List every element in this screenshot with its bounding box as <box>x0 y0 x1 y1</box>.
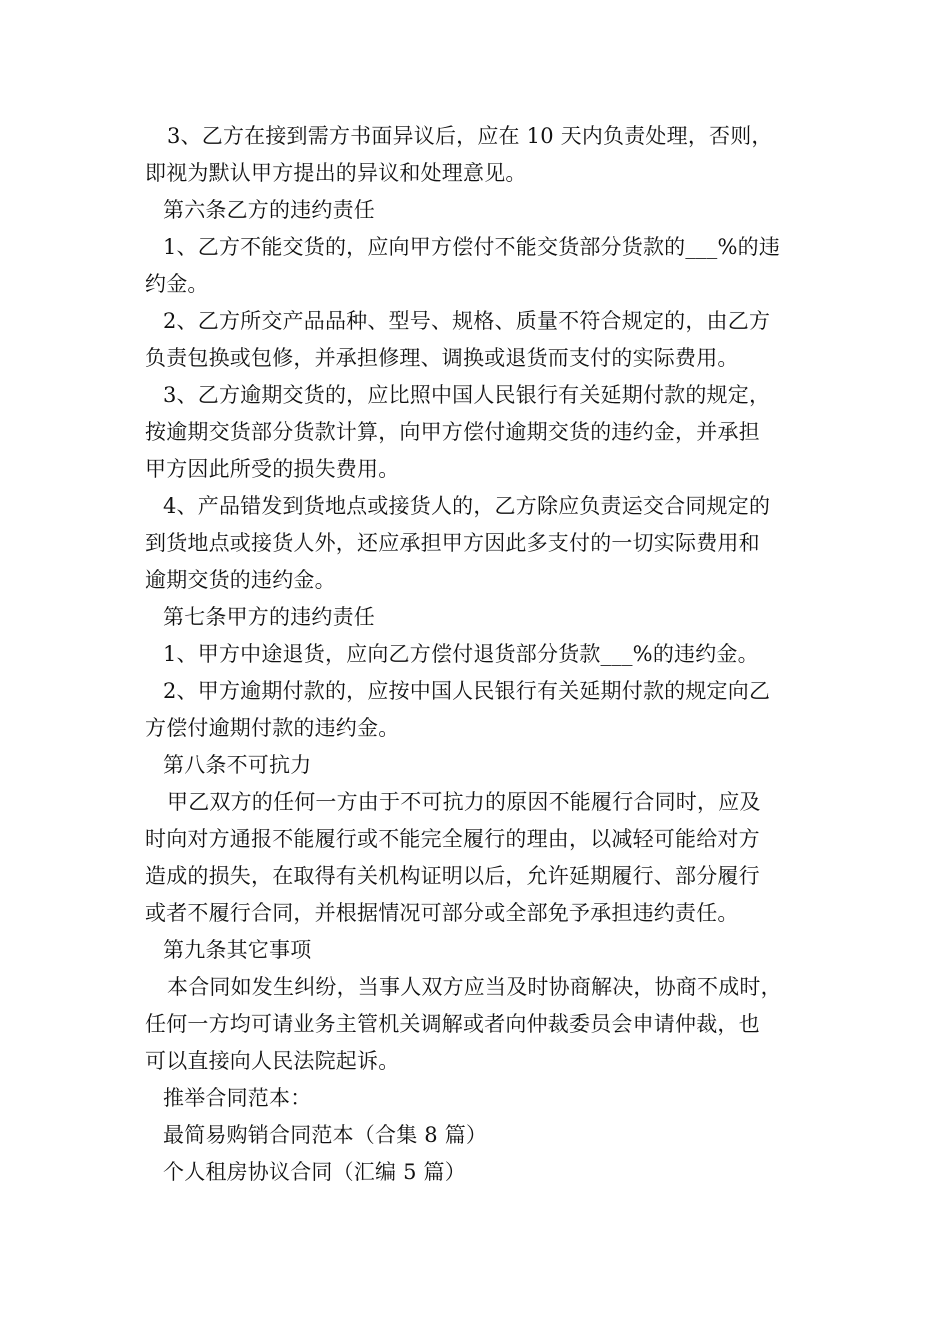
document-line: 4、产品错发到货地点或接货人的，乙方除应负责运交合同规定的 <box>163 494 771 518</box>
document-line: 造成的损失，在取得有关机构证明以后，允许延期履行、部分履行 <box>145 864 760 888</box>
document-line: 甲方因此所受的损失费用。 <box>145 457 400 481</box>
document-line: 第八条不可抗力 <box>163 753 312 777</box>
document-line: 3、乙方逾期交货的，应比照中国人民银行有关延期付款的规定， <box>163 383 771 407</box>
document-line: 到货地点或接货人外，还应承担甲方因此多支付的一切实际费用和 <box>145 531 760 555</box>
document-line: 可以直接向人民法院起诉。 <box>145 1049 400 1073</box>
document-line: 第六条乙方的违约责任 <box>163 198 375 222</box>
document-line: 按逾期交货部分货款计算，向甲方偿付逾期交货的违约金，并承担 <box>145 420 760 444</box>
document-line: 推举合同范本： <box>163 1086 312 1110</box>
document-line: 或者不履行合同，并根据情况可部分或全部免予承担违约责任。 <box>145 901 739 925</box>
document-line: 第九条其它事项 <box>163 938 312 962</box>
document-line: 1、乙方不能交货的，应向甲方偿付不能交货部分货款的___%的违 <box>163 235 781 259</box>
document-line: 时向对方通报不能履行或不能完全履行的理由，以减轻可能给对方 <box>145 827 760 851</box>
document-line: 逾期交货的违约金。 <box>145 568 336 592</box>
document-line: 约金。 <box>145 272 209 296</box>
document-line: 即视为默认甲方提出的异议和处理意见。 <box>145 161 527 185</box>
document-line: 任何一方均可请业务主管机关调解或者向仲裁委员会申请仲裁，也 <box>145 1012 760 1036</box>
document-line: 第七条甲方的违约责任 <box>163 605 375 629</box>
document-line: 2、乙方所交产品品种、型号、规格、质量不符合规定的，由乙方 <box>163 309 771 333</box>
document-body <box>145 118 815 1191</box>
document-line: 3、乙方在接到需方书面异议后，应在 10 天内负责处理，否则， <box>167 124 773 148</box>
document-line: 2、甲方逾期付款的，应按中国人民银行有关延期付款的规定向乙 <box>163 679 771 703</box>
document-line: 负责包换或包修，并承担修理、调换或退货而支付的实际费用。 <box>145 346 739 370</box>
document-line: 1、甲方中途退货，应向乙方偿付退货部分货款___%的违约金。 <box>163 642 759 666</box>
document-line: 本合同如发生纠纷，当事人双方应当及时协商解决，协商不成时， <box>167 975 782 999</box>
document-line: 最简易购销合同范本（合集 8 篇） <box>163 1123 488 1147</box>
document-line: 方偿付逾期付款的违约金。 <box>145 716 400 740</box>
document-line: 个人租房协议合同（汇编 5 篇） <box>163 1160 466 1184</box>
document-line: 甲乙双方的任何一方由于不可抗力的原因不能履行合同时，应及 <box>167 790 761 814</box>
